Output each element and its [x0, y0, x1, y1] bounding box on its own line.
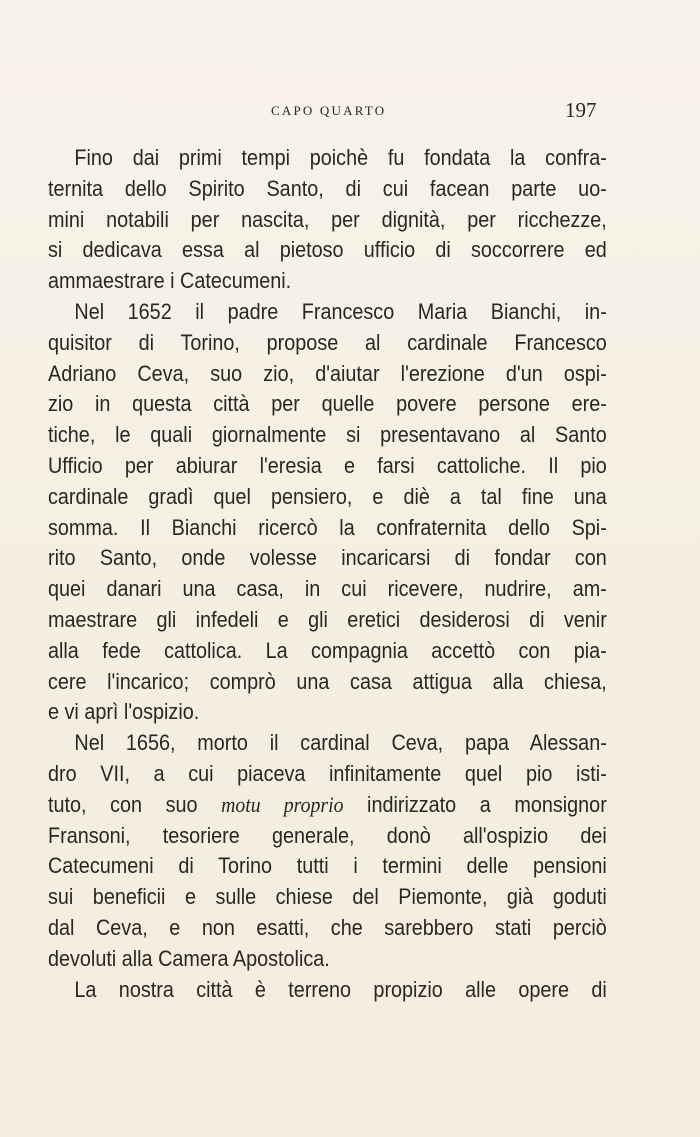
- text-line: tiche, le quali giornalmente si presentavano al Santo: [48, 422, 607, 448]
- page-number: 197: [565, 98, 597, 122]
- text-line: quei danari una casa, in cui ricevere, nudrire, am-: [48, 576, 607, 602]
- text-line: Fino dai primi tempi poichè fu fondata la confra-: [74, 145, 607, 170]
- text-line: Nel 1652 il padre Francesco Maria Bianchi, in-: [74, 298, 607, 324]
- text-line-with-italic: [48, 790, 607, 821]
- text-line: zio in questa città per quelle povere persone ere-: [48, 391, 607, 417]
- text-line: sui beneficii e sulle chiese del Piemonte, già goduti: [48, 884, 607, 910]
- text-line: Nel 1656, morto il cardinal Ceva, papa Alessan-: [74, 730, 607, 756]
- text-line: si dedicava essa al pietoso ufficio di soccorrere ed: [48, 237, 607, 263]
- paragraph-1: [48, 143, 607, 297]
- text-segment: tuto, con suo: [48, 791, 222, 817]
- paragraph-4: [48, 975, 607, 1006]
- text-line: dro VII, a cui piaceva infinitamente quel pio isti-: [48, 760, 607, 786]
- text-line: ammaestrare i Catecumeni.: [48, 268, 292, 294]
- text-line: mini notabili per nascita, per dignità, per ricchezze,: [48, 206, 607, 232]
- text-line: e vi aprì l'ospizio.: [48, 699, 200, 725]
- text-line: ternita dello Spirito Santo, di cui facean parte uo-: [48, 175, 607, 201]
- text-line: rito Santo, onde volesse incaricarsi di fondar con: [48, 545, 607, 571]
- text-line: Ufficio per abiurar l'eresia e farsi cattoliche. Il pio: [48, 452, 607, 478]
- running-head: CAPO QUARTO: [271, 103, 387, 118]
- text-line: somma. Il Bianchi ricercò la confraternita dello Spi-: [48, 514, 607, 540]
- text-line: cardinale gradì quel pensiero, e diè a tal fine una: [48, 483, 607, 509]
- text-line: alla fede cattolica. La compagnia accettò con pia-: [48, 637, 607, 663]
- text-line: Catecumeni di Torino tutti i termini delle pensioni: [48, 853, 607, 879]
- paragraph-2: [48, 297, 607, 728]
- page-header: [0, 97, 700, 127]
- text-segment: indirizzato a monsignor: [343, 791, 607, 817]
- italic-phrase: motu proprio: [221, 791, 344, 817]
- text-line: La nostra città è terreno propizio alle opere di: [74, 976, 607, 1002]
- body-text: [48, 143, 607, 1005]
- text-line: Adriano Ceva, suo zio, d'aiutar l'erezione d'un ospi-: [48, 360, 607, 386]
- text-line: maestrare gli infedeli e gli eretici desiderosi di venir: [48, 606, 607, 632]
- text-line: devoluti alla Camera Apostolica.: [48, 945, 330, 971]
- text-line: quisitor di Torino, propose al cardinale Francesco: [48, 329, 607, 355]
- text-line: Fransoni, tesoriere generale, donò all'ospizio dei: [48, 822, 607, 848]
- paragraph-3: [48, 728, 607, 974]
- text-line: dal Ceva, e non esatti, che sarebbero stati perciò: [48, 914, 607, 940]
- text-line: cere l'incarico; comprò una casa attigua alla chiesa,: [48, 668, 607, 694]
